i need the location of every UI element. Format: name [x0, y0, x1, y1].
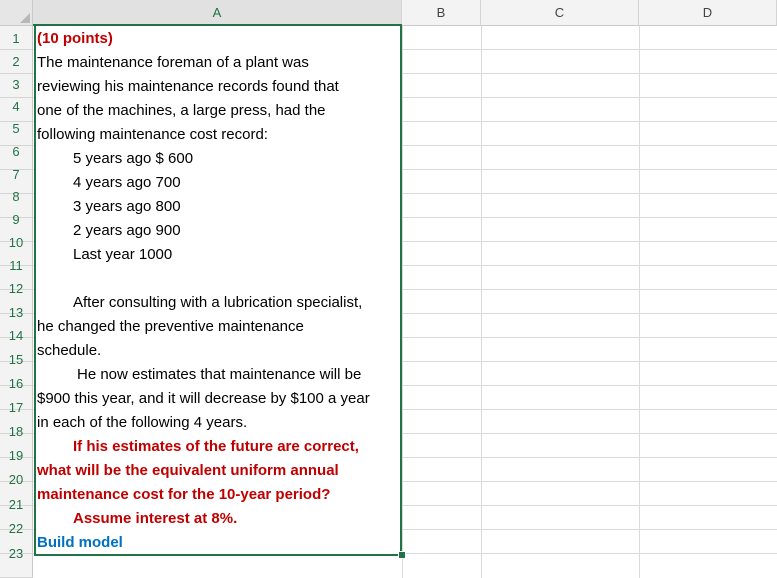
cell-a16[interactable]: $900 this year, and it will decrease by $100 a year	[37, 390, 370, 407]
gridline-v	[402, 26, 403, 578]
cell-a7[interactable]: 4 years ago 700	[73, 174, 181, 191]
row-header-5[interactable]: 5	[0, 122, 33, 146]
cell-a14[interactable]: schedule.	[37, 342, 102, 359]
row-header-23[interactable]: 23	[0, 554, 33, 578]
row-header-19[interactable]: 19	[0, 458, 33, 482]
cell-a10[interactable]: Last year 1000	[73, 246, 173, 263]
row-header-4[interactable]: 4	[0, 98, 33, 122]
row-header-13[interactable]: 13	[0, 314, 33, 338]
gridline-v	[639, 26, 640, 578]
cell-a5[interactable]: following maintenance cost record:	[37, 126, 268, 143]
row-header-22[interactable]: 22	[0, 530, 33, 554]
row-header-21[interactable]: 21	[0, 506, 33, 530]
gridline-v	[481, 26, 482, 578]
cell-a13[interactable]: he changed the preventive maintenance	[37, 318, 304, 335]
cell-a19[interactable]: what will be the equivalent uniform annual	[37, 462, 339, 479]
row-header-10[interactable]: 10	[0, 242, 33, 266]
row-header-20[interactable]: 20	[0, 482, 33, 506]
row-header-9[interactable]: 9	[0, 218, 33, 242]
row-header-16[interactable]: 16	[0, 386, 33, 410]
row-header-17[interactable]: 17	[0, 410, 33, 434]
cell-a21[interactable]: Assume interest at 8%.	[73, 510, 238, 527]
row-header-2[interactable]: 2	[0, 50, 33, 74]
select-all-triangle-icon	[20, 13, 30, 23]
row-header-6[interactable]: 6	[0, 146, 33, 170]
column-header-b[interactable]: B	[402, 0, 481, 26]
row-header-18[interactable]: 18	[0, 434, 33, 458]
cell-a9[interactable]: 2 years ago 900	[73, 222, 181, 239]
column-header-a[interactable]: A	[33, 0, 402, 26]
row-header-15[interactable]: 15	[0, 362, 33, 386]
column-header-c[interactable]: C	[481, 0, 639, 26]
row-header-1[interactable]: 1	[0, 26, 33, 50]
row-header-14[interactable]: 14	[0, 338, 33, 362]
row-header-12[interactable]: 12	[0, 290, 33, 314]
row-header-11[interactable]: 11	[0, 266, 33, 290]
cell-a17[interactable]: in each of the following 4 years.	[37, 414, 248, 431]
cell-a1[interactable]: (10 points)	[37, 30, 113, 47]
row-header-8[interactable]: 8	[0, 194, 33, 218]
cell-a2[interactable]: The maintenance foreman of a plant was	[37, 54, 309, 71]
cell-a3[interactable]: reviewing his maintenance records found that	[37, 78, 339, 95]
row-header-3[interactable]: 3	[0, 74, 33, 98]
cell-a12[interactable]: After consulting with a lubrication specialist,	[73, 294, 363, 311]
cell-a15[interactable]: He now estimates that maintenance will be	[77, 366, 362, 383]
cell-a8[interactable]: 3 years ago 800	[73, 198, 181, 215]
select-all-corner[interactable]	[0, 0, 33, 26]
cell-a4[interactable]: one of the machines, a large press, had the	[37, 102, 326, 119]
cell-a20[interactable]: maintenance cost for the 10-year period?	[37, 486, 331, 503]
row-header-7[interactable]: 7	[0, 170, 33, 194]
cell-a18[interactable]: If his estimates of the future are correct,	[73, 438, 359, 455]
cell-a6[interactable]: 5 years ago $ 600	[73, 150, 194, 167]
column-header-d[interactable]: D	[639, 0, 777, 26]
cell-a22[interactable]: Build model	[37, 534, 123, 551]
fill-handle[interactable]	[398, 551, 406, 559]
